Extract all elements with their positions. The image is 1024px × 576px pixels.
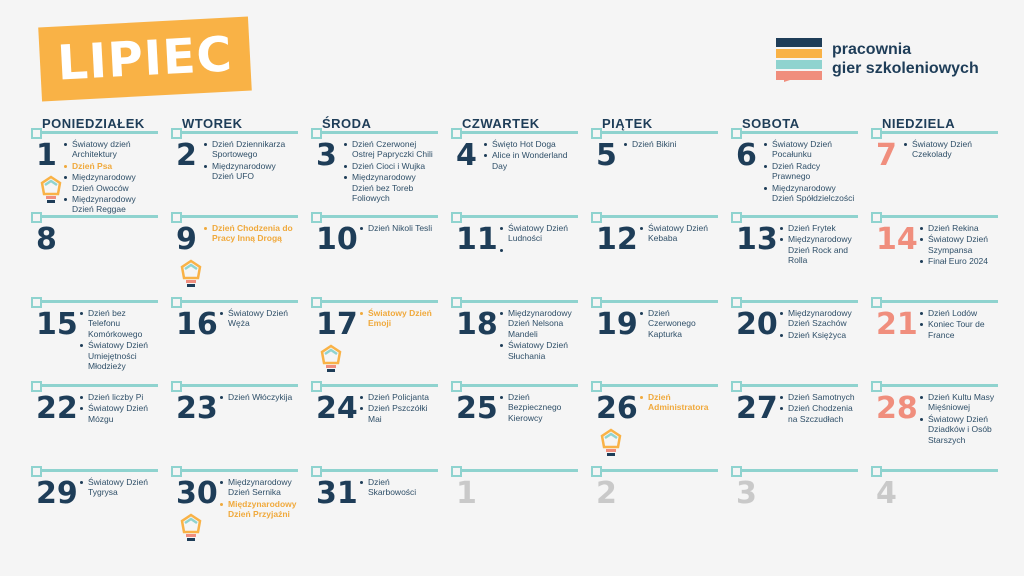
event-item: Światowy Dzień Słuchania: [500, 340, 576, 361]
event-item: Dzień Skarbowości: [360, 477, 436, 498]
calendar-day-cell: [314, 131, 438, 215]
lightbulb-icon: [600, 428, 622, 458]
event-item: Międzynarodowy Dzień bez Toreb Foliowych: [344, 172, 436, 203]
calendar-day-cell: [34, 131, 158, 215]
event-item: Dzień Pszczółki Mai: [360, 403, 436, 424]
day-number: 3: [736, 476, 757, 511]
event-item: Dzień Rekina: [920, 223, 996, 233]
event-item: Międzynarodowy Dzień Szachów: [780, 308, 856, 329]
event-item: Światowy Dzień Ludności: [500, 223, 576, 244]
day-divider-line: [174, 384, 298, 387]
calendar-day-cell: [174, 215, 298, 299]
event-list: [500, 223, 576, 245]
day-number: 9: [176, 222, 197, 257]
calendar-day-cell: [734, 384, 858, 468]
event-item: Dzień liczby Pi: [80, 392, 156, 402]
day-number: 7: [876, 138, 897, 173]
day-divider-line: [174, 300, 298, 303]
day-number: 16: [176, 307, 218, 342]
event-item: Święto Hot Doga: [484, 139, 576, 149]
logo-mark-icon: [776, 36, 822, 82]
event-list: [220, 392, 296, 403]
calendar-day-cell: [34, 300, 158, 384]
calendar-day-cell: [874, 300, 998, 384]
day-number: 13: [736, 222, 778, 257]
event-item: Dzień Bezpiecznego Kierowcy: [500, 392, 576, 423]
event-item: Dzień Policjanta: [360, 392, 436, 402]
event-item: Międzynarodowy Dzień Nelsona Mandeli: [500, 308, 576, 339]
lightbulb-icon: [180, 259, 202, 289]
day-number: 14: [876, 222, 918, 257]
calendar-day-cell: [174, 300, 298, 384]
day-divider-line: [874, 300, 998, 303]
calendar-day-cell: [874, 469, 998, 553]
day-divider-line: [314, 215, 438, 218]
day-number: 1: [456, 476, 477, 511]
event-list: [640, 223, 716, 245]
day-divider-line: [314, 469, 438, 472]
day-number: 26: [596, 391, 638, 426]
day-divider-line: [594, 469, 718, 472]
month-title: LIPIEC: [55, 26, 235, 92]
day-divider-line: [594, 384, 718, 387]
event-item: Międzynarodowy Dzień Spółdzielczości: [764, 183, 856, 204]
calendar-day-cell: [314, 469, 438, 553]
logo-line-2: gier szkoleniowych: [832, 60, 979, 77]
day-divider-line: [734, 384, 858, 387]
event-list: [640, 392, 716, 414]
month-title-banner: [38, 17, 252, 102]
event-item: Dzień Włóczykija: [220, 392, 296, 402]
event-list: [500, 308, 576, 362]
calendar-day-cell: [34, 384, 158, 468]
calendar-day-cell: [874, 384, 998, 468]
event-item: Dzień Samotnych: [780, 392, 856, 402]
day-divider-line: [874, 384, 998, 387]
event-item-highlighted: Międzynarodowy Dzień Przyjaźni: [220, 499, 296, 520]
calendar-day-cell: [734, 131, 858, 215]
event-item: Światowy Dzień Tygrysa: [80, 477, 156, 498]
event-item: Międzynarodowy Dzień Rock and Rolla: [780, 234, 856, 265]
day-divider-line: [874, 131, 998, 134]
event-item: Międzynarodowy Dzień Reggae: [64, 194, 156, 215]
event-item: Dzień Dziennikarza Sportowego: [204, 139, 296, 160]
day-divider-line: [34, 131, 158, 134]
day-divider-line: [734, 469, 858, 472]
event-list: [220, 477, 296, 521]
day-number: 10: [316, 222, 358, 257]
event-list: [204, 139, 296, 183]
event-list: [780, 308, 856, 341]
calendar-day-cell: [594, 300, 718, 384]
calendar-day-cell: [594, 469, 718, 553]
lightbulb-icon: [40, 175, 62, 205]
event-list: [484, 139, 576, 172]
event-item: Międzynarodowy Dzień Sernika: [220, 477, 296, 498]
calendar-day-cell: [454, 131, 578, 215]
weekday-header: NIEDZIELA: [882, 116, 956, 131]
event-list: [220, 308, 296, 330]
event-item: Światowy Dzień Czekolady: [904, 139, 996, 160]
event-item: Światowy Dzień Węża: [220, 308, 296, 329]
day-number: 31: [316, 476, 358, 511]
event-list: [904, 139, 996, 161]
day-divider-line: [174, 215, 298, 218]
event-item: Międzynarodowy Dzień Owoców: [64, 172, 156, 193]
day-number: 30: [176, 476, 218, 511]
day-number: 6: [736, 138, 757, 173]
day-divider-line: [314, 300, 438, 303]
calendar-day-cell: [174, 131, 298, 215]
day-number: 24: [316, 391, 358, 426]
calendar-day-cell: [174, 469, 298, 553]
weekday-header: PONIEDZIAŁEK: [42, 116, 145, 131]
day-divider-line: [454, 215, 578, 218]
event-item: Dzień Lodów: [920, 308, 996, 318]
day-divider-line: [34, 215, 158, 218]
weekday-header: CZWARTEK: [462, 116, 540, 131]
calendar-day-cell: [734, 300, 858, 384]
event-list: [764, 139, 856, 204]
event-item: Dzień Frytek: [780, 223, 856, 233]
event-list: [360, 308, 436, 330]
lightbulb-icon: [320, 344, 342, 374]
event-item: Dzień bez Telefonu Komórkowego: [80, 308, 156, 339]
calendar-day-cell: [734, 469, 858, 553]
day-number: 21: [876, 307, 918, 342]
event-item: Światowy Dzień Szympansa: [920, 234, 996, 255]
day-divider-line: [454, 469, 578, 472]
day-divider-line: [874, 469, 998, 472]
calendar-day-cell: [174, 384, 298, 468]
event-item: Koniec Tour de France: [920, 319, 996, 340]
calendar-day-cell: [34, 469, 158, 553]
event-item: Światowy Dzień Umiejętności Młodzieży: [80, 340, 156, 371]
logo-text: [832, 40, 979, 78]
event-item: Finał Euro 2024: [920, 256, 996, 266]
event-item-highlighted: Dzień Psa: [64, 161, 156, 171]
day-number: 2: [176, 138, 197, 173]
day-divider-line: [314, 131, 438, 134]
weekday-header: SOBOTA: [742, 116, 800, 131]
day-divider-line: [734, 131, 858, 134]
event-item: Dzień Chodzenia na Szczudłach: [780, 403, 856, 424]
event-item: Światowy dzień Architektury: [64, 139, 156, 160]
event-item: Dzień Cioci i Wujka: [344, 161, 436, 171]
day-number: 25: [456, 391, 498, 426]
event-list: [780, 223, 856, 267]
day-number: 20: [736, 307, 778, 342]
event-item: Dzień Nikoli Tesli: [360, 223, 436, 233]
event-list: [64, 139, 156, 216]
day-number: 29: [36, 476, 78, 511]
event-list: [500, 392, 576, 424]
weekday-header: ŚRODA: [322, 116, 372, 131]
day-number: 8: [36, 222, 57, 257]
event-item: Światowy Dzień Pocałunku: [764, 139, 856, 160]
day-number: 17: [316, 307, 358, 342]
event-item: Alice in Wonderland Day: [484, 150, 576, 171]
event-list: [80, 392, 156, 425]
event-item: Dzień Czerwonego Kapturka: [640, 308, 716, 339]
event-list: [780, 392, 856, 425]
event-item-highlighted: Dzień Chodzenia do Pracy Inną Drogą: [204, 223, 296, 244]
event-list: [344, 139, 436, 204]
day-divider-line: [594, 300, 718, 303]
day-number: 18: [456, 307, 498, 342]
day-number: 23: [176, 391, 218, 426]
day-divider-line: [874, 215, 998, 218]
event-list: [624, 139, 716, 150]
day-divider-line: [174, 469, 298, 472]
day-number: 12: [596, 222, 638, 257]
event-list: [360, 477, 436, 499]
day-number: 11: [456, 222, 498, 257]
event-item-highlighted: Światowy Dzień Emoji: [360, 308, 436, 329]
day-divider-line: [594, 215, 718, 218]
event-item: Dzień Bikini: [624, 139, 716, 149]
event-list: [920, 308, 996, 341]
event-item: Międzynarodowy Dzień UFO: [204, 161, 296, 182]
day-divider-line: [314, 384, 438, 387]
weekday-header: WTOREK: [182, 116, 243, 131]
event-list: [360, 223, 436, 234]
event-list: [80, 477, 156, 499]
event-item: Światowy Dzień Mózgu: [80, 403, 156, 424]
weekday-header: PIĄTEK: [602, 116, 653, 131]
day-number: 1: [36, 138, 57, 173]
calendar-day-cell: [454, 469, 578, 553]
calendar-day-cell: [594, 384, 718, 468]
day-number: 27: [736, 391, 778, 426]
day-number: 5: [596, 138, 617, 173]
calendar-day-cell: [874, 131, 998, 215]
day-divider-line: [734, 300, 858, 303]
logo-line-1: pracownia: [832, 41, 912, 58]
day-divider-line: [34, 469, 158, 472]
calendar-day-cell: [314, 300, 438, 384]
event-item: Światowy Dzień Kebaba: [640, 223, 716, 244]
day-divider-line: [454, 384, 578, 387]
day-divider-line: [454, 300, 578, 303]
event-item: Dzień Radcy Prawnego: [764, 161, 856, 182]
event-item: Dzień Księżyca: [780, 330, 856, 340]
calendar-day-cell: [454, 300, 578, 384]
day-divider-line: [734, 215, 858, 218]
event-list: [640, 308, 716, 340]
event-list: [80, 308, 156, 372]
brand-logo: [776, 36, 1006, 86]
event-item: Światowy Dzień Dziadków i Osób Starszych: [920, 414, 996, 445]
calendar-day-cell: [454, 384, 578, 468]
calendar-day-cell: [874, 215, 998, 299]
day-number: 28: [876, 391, 918, 426]
calendar-day-cell: [594, 215, 718, 299]
calendar-day-cell: [314, 215, 438, 299]
event-list: [204, 223, 296, 245]
event-item-highlighted: Dzień Administratora: [640, 392, 716, 413]
calendar-day-cell: [734, 215, 858, 299]
calendar-day-cell: [34, 215, 158, 299]
event-list: [920, 223, 996, 268]
event-item: Dzień Kultu Masy Mięśniowej: [920, 392, 996, 413]
calendar-day-cell: [594, 131, 718, 215]
day-number: 3: [316, 138, 337, 173]
day-divider-line: [594, 131, 718, 134]
calendar-day-cell: [314, 384, 438, 468]
day-divider-line: [34, 300, 158, 303]
day-number: 15: [36, 307, 78, 342]
day-number: 2: [596, 476, 617, 511]
day-divider-line: [34, 384, 158, 387]
event-list: [920, 392, 996, 446]
day-divider-line: [174, 131, 298, 134]
day-number: 4: [456, 138, 477, 173]
day-number: 22: [36, 391, 78, 426]
event-item: Dzień Czerwonej Ostrej Papryczki Chili: [344, 139, 436, 160]
event-list: [360, 392, 436, 425]
calendar-day-cell: [454, 215, 578, 299]
lightbulb-icon: [180, 513, 202, 543]
day-number: 4: [876, 476, 897, 511]
day-number: 19: [596, 307, 638, 342]
day-divider-line: [454, 131, 578, 134]
